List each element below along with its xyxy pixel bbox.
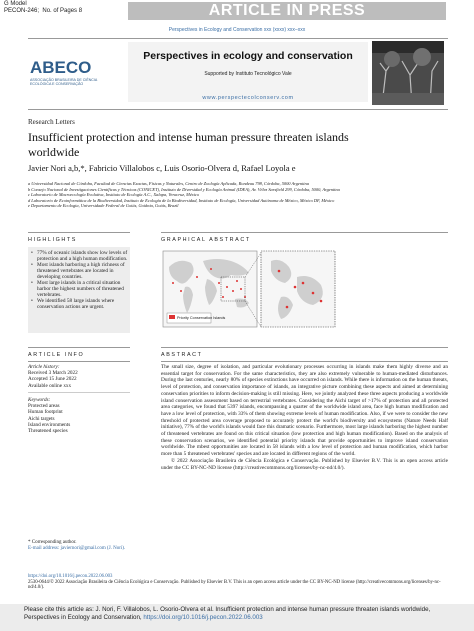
divider [28,392,130,393]
article-info-heading: ARTICLE INFO [28,352,85,358]
divider [161,347,448,348]
keyword: Aichi targets [28,415,55,422]
gmodel-label: G Model PECON-246; No. of Pages 8 [4,1,83,14]
citation-doi-link[interactable]: https://doi.org/10.1016/j.pecon.2022.06.003 [143,614,263,621]
journal-citation-line[interactable]: Perspectives in Ecology and Conservation xxx (xxxx) xxx–xxx [168,27,306,33]
divider [161,361,448,362]
journal-url[interactable]: www.perspectecolconserv.com [202,95,294,101]
supported-by: Supported by Instituto Tecnológico Vale [204,71,292,77]
divider [28,361,130,362]
author-list[interactable]: Javier Nori a,b,*, Fabricio Villalobos c, Luis Osorio-Olvera d, Rafael Loyola e [28,163,296,173]
abeco-logo: ABECO ASSOCIAÇÃO BRASILEIRA DE CIÊNCIA ECOLÓGICA E CONSERVAÇÃO [30,58,98,86]
list-item: • 77% of oceanic islands show low levels of protection and a high human modification. [30,250,128,262]
journal-title: Perspectives in ecology and conservation [143,50,353,62]
article-history: Article history: Received 3 March 2022 Accepted 15 June 2022 Available online xxx [28,364,78,389]
list-item: • Most large islands in a critical situation harbor the highest numbers of threatened vertebrates. [30,280,128,298]
doi-link[interactable]: https://doi.org/10.1016/j.pecon.2022.06.003 [28,574,113,579]
abstract-heading: ABSTRACT [161,352,203,358]
divider [28,232,130,233]
affiliations: a Universidad Nacional de Córdoba, Facultad de Ciencias Exactas, Físicas y Naturales, Centro de Zoología Aplicada, Rondeau 798, Córdoba, 5000 Argentina b Consejo Nacional de Investigaciones Científicas y Técnicas (CONICET), Instituto de Diversidad y Ecología Animal (IDEA), Av. Vélez Sarsfield 299, Córdoba, 5000, Argentina c Laboratorio de Macroecología Evolutiva, Instituto de Ecología A.C., Xalapa, Veracruz, México d Laboratorio de Ecoinformática de la Biodiversidad, Instituto de Ecología de la Biodiversidad, Instituto de Ecología, Universidad Autónoma de México, México DF, México e Departamento de Ecologia, Universidade Federal de Goiás, Goiânia, Goiás, Brazil [28,181,340,209]
corresponding-author: * Corresponding author. E-mail address: javiernori@gmail.com (J. Nori). [28,540,126,551]
copyright-notice: © 2022 Associação Brasileira de Ciência Ecológica e Conservação. Published by Elsevier B.V. This is an open access article under the CC BY-NC-ND license (http://creativecommons.org/licenses/by-nc-nd/4.0/). [161,457,448,471]
divider [28,347,130,348]
highlights-heading: HIGHLIGHTS [28,237,77,243]
keyword: Island environments [28,421,71,428]
list-item: • Most islands harboring a high richness of threatened vertebrates are located in developing countries. [30,262,128,280]
citation-text: Please cite this article as: J. Nori, F. Villalobos, L. Osorio-Olvera et al. Insufficient protection and intense human pressure threaten islands worldwide, Perspectives in Ecology and Conservation, https://doi.org/10.1016/j.pecon.2022.06.003 [24,606,431,621]
keyword: Protected areas [28,403,60,410]
list-item: • We identified 58 large islands where conservation actions are urgent. [30,298,128,310]
keywords: Keywords: Protected areas Human footprint Aichi targets Island environments Threatened species [28,397,130,434]
divider [161,232,448,233]
keyword: Threatened species [28,428,68,435]
article-title: Insufficient protection and intense human pressure threaten islands worldwide [28,130,349,159]
article-in-press-banner: ARTICLE IN PRESS [128,2,446,20]
map-caption: Priority Conservation Islands [177,316,226,320]
keyword: Human footprint [28,409,63,416]
author-email[interactable]: E-mail address: javiernori@gmail.com (J. Nori). [28,546,126,551]
license-line: 2530-0644/© 2022 Associação Brasileira de Ciência Ecológica e Conservação. Published by Elsevier B.V. This is an open access article under the CC BY-NC-ND license (http://creativecommons.org/licenses/by-nc-nd/4.0/). [28,579,441,591]
abstract-text: The small size, degree of isolation, and particular evolutionary processes occurring in islands make them highly diverse and an essential target for conservation. For the same characteristics, they are also extremely vulnerable to human-mediated disturbances. During the last centuries, nearly 80% of species extinctions have occurred on islands. While there is information on the human threats, level of protection, and conservation importance of islands, an integrative picture combining these aspects and aimed at determining conservation priorities to inform decision-making is still missing. Here, we jointly analyzed these three aspects producing a worldwide island conservation assessment based on terrestrial vertebrates. Considering the Aichi target of >17% of protection and all protected area categories, we found that 5397 islands, encompassing a quarter of the worldwide island area, face high human modification and have a low level of protection, with 33% of them showing extreme levels of human modification. Also, if we were to consider the new threshold of protected area coverage proposed to accurately protect the world's biodiversity and ecosystems (Nature Needs Half initiative), 77% of the world's islands would face this dramatic scenario. Furthermore, most large islands harboring the highest number of threatened vertebrates are found on this critical situation (low protection and high human modification). Based on the analysis of these conservation scenarios, we identified potential priority islands that provide opportunities to improve island conservation worldwide. The mbest opportunities are located in 58 islands with a low level of protection and human modification, which harbor more than 5 threatened vertebrates' species and are located in different regions of the world. © 2022 Associação Brasileira de Ciência Ecológica e Conservação. Published by Elsevier B.V. This is an open access article under the CC BY-NC-ND license (http://creativecommons.org/licenses/by-nc-nd/4.0/). [161,364,448,471]
highlights-list [30,250,128,310]
section-label: Research Letters [28,118,75,126]
graphical-abstract-figure[interactable] [161,247,339,333]
graphical-abstract-heading: GRAPHICAL ABSTRACT [161,237,251,243]
footer-doi-block [28,574,448,591]
journal-cover-image [372,41,444,105]
